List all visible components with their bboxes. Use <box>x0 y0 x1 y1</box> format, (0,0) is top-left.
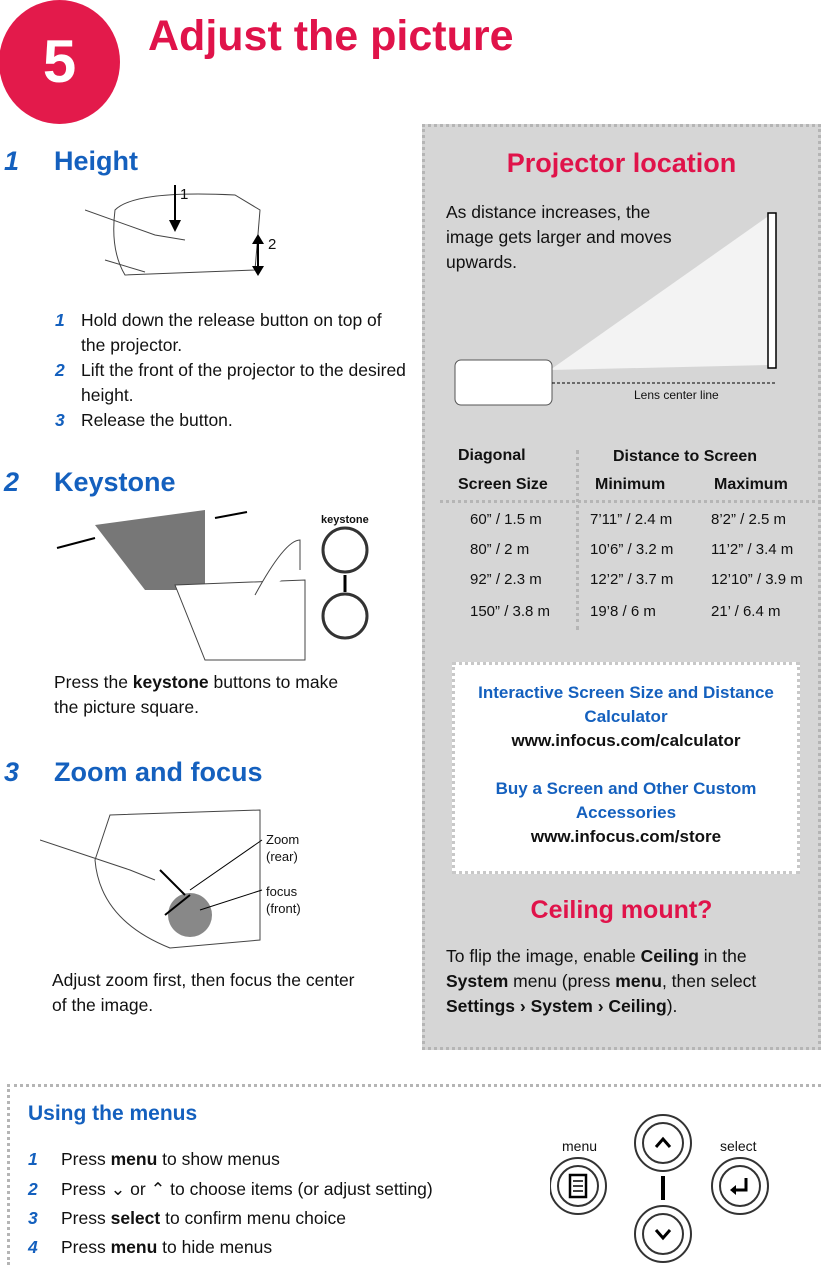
page-title: Adjust the picture <box>148 12 514 60</box>
store-link[interactable]: www.infocus.com/store <box>530 827 722 846</box>
down-arrow-icon: ⌄ <box>110 1179 126 1199</box>
menu-step: 1 Press menu to show menus <box>28 1149 280 1169</box>
zoom-illustration <box>40 800 265 950</box>
menus-heading: Using the menus <box>28 1102 198 1125</box>
projection-diagram <box>450 205 790 410</box>
zoom-text: Adjust zoom first, then focus the center of the image. <box>52 970 355 1015</box>
ceiling-text: To flip the image, enable Ceiling in the System menu (press menu, then select Settings › System › Ceiling). <box>446 946 757 1016</box>
zoom-label: Zoom (rear) <box>266 832 300 864</box>
table-cell: 11’2” / 3.4 m <box>711 541 794 558</box>
height-step: 3 Release the button. <box>55 410 233 430</box>
table-cell: 150” / 3.8 m <box>470 603 551 620</box>
down-button-icon <box>635 1206 691 1262</box>
height-steps <box>55 308 410 433</box>
table-cell: 19’8 / 6 m <box>590 603 656 620</box>
keystone-text: Press the keystone buttons to make the picture square. <box>54 672 339 717</box>
section-number-keystone: 2 <box>4 467 20 497</box>
table-cell: 92” / 2.3 m <box>470 571 542 588</box>
menu-step: 2 Press ⌄ or ⌃ to choose items (or adjust setting) <box>28 1179 433 1199</box>
keystone-heading: Keystone <box>54 467 176 497</box>
menu-step: 3 Press select to confirm menu choice <box>28 1208 347 1228</box>
up-arrow-icon: ⌃ <box>150 1179 166 1199</box>
select-button-icon <box>712 1158 768 1214</box>
table-cell: 7’11” / 2.4 m <box>590 511 673 528</box>
keystone-fig-label: keystone <box>321 514 369 526</box>
table-rule-h <box>440 500 821 503</box>
table-cell: 21’ / 6.4 m <box>711 603 781 620</box>
store-title: Buy a Screen and Other Custom Accessories <box>495 779 757 822</box>
table-cell: 60” / 1.5 m <box>470 511 542 528</box>
ceiling-heading: Ceiling mount? <box>530 896 713 924</box>
table-cell: 10’6” / 3.2 m <box>590 541 674 558</box>
menu-button-label: menu <box>562 1138 598 1154</box>
table-rule-v <box>576 450 579 630</box>
lens-center-line-label: Lens center line <box>634 388 719 402</box>
focus-label: focus (front) <box>266 884 301 916</box>
th-minimum: Minimum <box>595 476 666 493</box>
height-fig-label-2: 2 <box>268 236 277 253</box>
projector-location-heading: Projector location <box>506 148 737 178</box>
up-button-icon <box>635 1115 691 1171</box>
th-screen-size: Screen Size <box>458 476 548 493</box>
th-distance: Distance to Screen <box>613 448 758 465</box>
menu-step: 4 Press menu to hide menus <box>28 1237 273 1257</box>
height-heading: Height <box>54 146 138 176</box>
section-number-height: 1 <box>4 146 20 176</box>
location-text: As distance increases, the image gets larger and moves upwards. <box>446 202 672 272</box>
links-box <box>452 662 800 874</box>
section-number-zoom: 3 <box>4 757 20 787</box>
height-fig-label-1: 1 <box>180 186 189 203</box>
zoom-heading: Zoom and focus <box>54 757 263 787</box>
calculator-title: Interactive Screen Size and Distance Calculator <box>478 683 774 726</box>
table-cell: 8’2” / 2.5 m <box>711 511 787 528</box>
table-cell: 12’10” / 3.9 m <box>711 571 803 588</box>
control-buttons <box>550 1110 780 1265</box>
select-button-label: select <box>720 1138 757 1154</box>
step-badge: 5 <box>0 0 120 124</box>
table-cell: 80” / 2 m <box>470 541 530 558</box>
th-diagonal: Diagonal <box>458 447 526 464</box>
calculator-link[interactable]: www.infocus.com/calculator <box>511 731 741 750</box>
height-step: 2 Lift the front of the projector to the desired height. <box>55 360 406 405</box>
height-step: 1 Hold down the release button on top of the projector. <box>55 310 382 355</box>
menu-button-icon <box>550 1158 606 1214</box>
table-cell: 12’2” / 3.7 m <box>590 571 674 588</box>
th-maximum: Maximum <box>714 476 788 493</box>
